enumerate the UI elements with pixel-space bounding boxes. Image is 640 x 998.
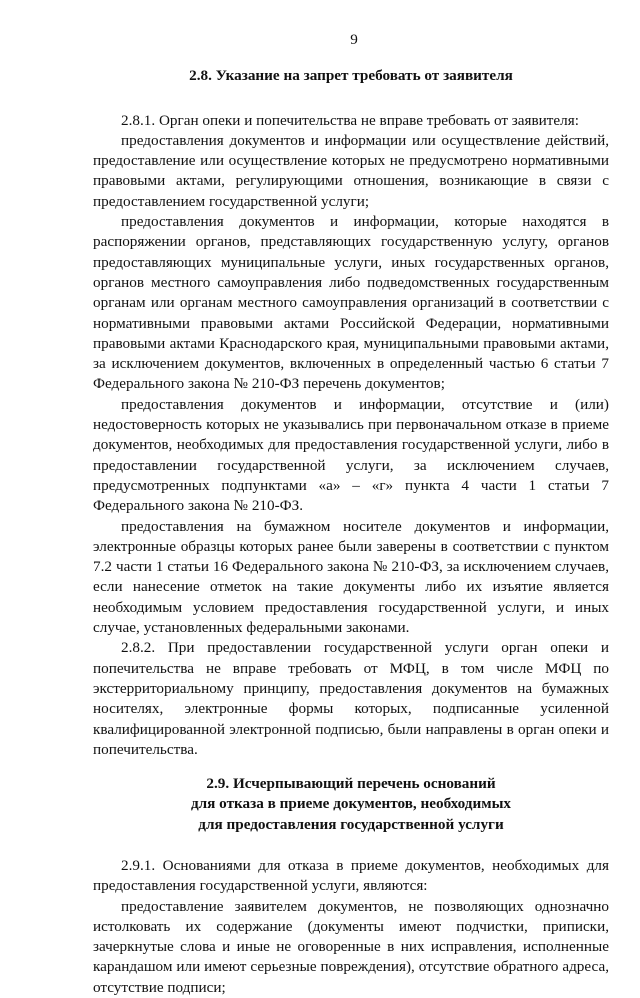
section-2-9-heading-line: для предоставления государственной услуги bbox=[198, 815, 504, 833]
section-2-8-body bbox=[93, 111, 609, 761]
section-2-9-heading-line: 2.9. Исчерпывающий перечень оснований bbox=[206, 775, 496, 793]
section-2-9-heading bbox=[93, 774, 609, 835]
paragraph-2-8-1-item-1: предоставления документов и информации или осуществление действий, предоставление или осуществление которых не предусмотрено нормативными правовыми актами, регулирующими отношения, возникающие в связи с предоставлением государственной услуги; bbox=[93, 131, 609, 210]
paragraph-2-8-2: 2.8.2. При предоставлении государственной услуги орган опеки и попечительства не вправе требовать от МФЦ, в том числе МФЦ по экстерриториальному принципу, предоставления документов на бумажных носителях, электронные формы которых, подписанные усиленной квалифицированной электронной подписью, были направлены в орган опеки и попечительства. bbox=[93, 639, 609, 758]
section-2-9-heading-line: для отказа в приеме документов, необходимых bbox=[190, 795, 512, 813]
paragraph-2-8-1: 2.8.1. Орган опеки и попечительства не вправе требовать от заявителя: bbox=[121, 111, 579, 129]
page-number: 9 bbox=[350, 31, 358, 48]
paragraph-2-8-1-item-2: предоставления документов и информации, которые находятся в распоряжении органов, представляющих государственную услугу, органов предоставляющих муниципальные услуги, иных государственных органов, органов местного самоуправления либо подведомственных государственным органам или органам местного самоуправления организаций в соответствии с нормативными правовыми актами Российской Федерации, нормативными правовыми актами Краснодарского края, муниципальными правовыми актами, за исключением документов, включенных в определенный частью 6 статьи 7 Федерального закона № 210-ФЗ перечень документов; bbox=[93, 213, 609, 393]
paragraph-2-9-1: 2.9.1. Основаниями для отказа в приеме документов, необходимых для предоставления государственной услуги, являются: bbox=[93, 856, 609, 895]
paragraph-2-8-1-item-4: предоставления на бумажном носителе документов и информации, электронные образцы которых ранее были заверены в соответствии с пунктом 7.2 части 1 статьи 16 Федерального закона № 210-ФЗ, за исключением случаев, если нанесение отметок на такие документы либо их изъятие является необходимым условием предоставления государственной услуги, и иных случае, установленных федеральными законами. bbox=[93, 517, 609, 637]
paragraph-2-8-1-item-3: предоставления документов и информации, отсутствие и (или) недостоверность которых не указывались при первоначальном отказе в приеме документов, необходимых для предоставления государственной услуги, либо в предоставлении государственной услуги, за исключением случаев, предусмотренных подпунктами «а» – «г» пункта 4 части 1 статьи 7 Федерального закона № 210-ФЗ. bbox=[93, 395, 609, 515]
paragraph-2-9-1-item-1: предоставление заявителем документов, не позволяющих однозначно истолковать их содержание (документы имеют подчистки, приписки, зачеркнутые слова и иные не оговоренные в них исправления, исполненные карандашом или имеют серьезные повреждения), отсутствие обратного адреса, отсутствие подписи; bbox=[93, 897, 609, 996]
document-page bbox=[93, 30, 609, 998]
section-2-9-body bbox=[93, 856, 609, 998]
section-2-8-heading: 2.8. Указание на запрет требовать от заявителя bbox=[189, 67, 513, 85]
